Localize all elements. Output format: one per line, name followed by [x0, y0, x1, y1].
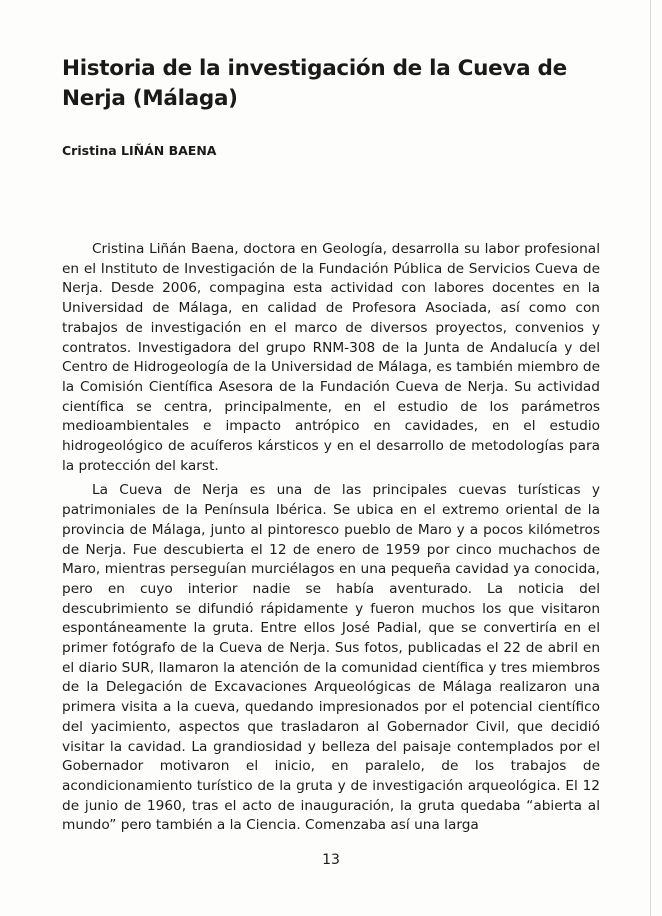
- page-number: 13: [322, 852, 340, 868]
- page-edge-shadow: [650, 0, 651, 916]
- body-text: [62, 240, 600, 836]
- author-last-name: LIÑÁN BAENA: [121, 143, 217, 158]
- paragraph-author-bio: Cristina Liñán Baena, doctora en Geología, desarrolla su labor profesional en el Instituto de Investigación de la Fundación Pública de Servicios Cueva de Nerja. Desde 2006, compagina esta actividad con labores docentes en la Universidad de Málaga, en calidad de Profesora Asociada, así como con trabajos de investigación en el marco de diversos proyectos, convenios y contratos. Investigadora del grupo RNM-308 de la Junta de Andalucía y del Centro de Hidrogeología de la Universidad de Málaga, es también miembro de la Comisión Científica Asesora de la Fundación Cueva de Nerja. Su actividad científica se centra, principalmente, en el estudio de los parámetros medioambientales e impacto antrópico en cavidades, en el estudio hidrogeológico de acuíferos kársticos y en el desarrollo de metodologías para la protección del karst.: [62, 241, 600, 474]
- author-first-name: Cristina: [62, 143, 122, 158]
- author-name: [62, 143, 216, 158]
- page-title: Historia de la investigación de la Cueva de Nerja (Málaga): [62, 56, 567, 111]
- paragraph-cave-history: La Cueva de Nerja es una de las principales cuevas turísticas y patrimoniales de la Península Ibérica. Se ubica en el extremo oriental de la provincia de Málaga, junto al pintoresco pueblo de Maro y a pocos kilómetros de Nerja. Fue descubierta el 12 de enero de 1959 por cinco muchachos de Maro, mientras perseguían murciélagos en una pequeña cavidad ya conocida, pero en cuyo interior nadie se había aventurado. La noticia del descubrimiento se difundió rápidamente y fueron muchos los que visitaron espontáneamente la gruta. Entre ellos José Padial, que se convertiría en el primer fotógrafo de la Cueva de Nerja. Sus fotos, publicadas el 22 de abril en el diario SUR, llamaron la atención de la comunidad científica y tres miembros de la Delegación de Excavaciones Arqueológicas de Málaga realizaron una primera visita a la cueva, quedando impresionados por el potencial científico del yacimiento, aspectos que trasladaron al Gobernador Civil, que decidió visitar la cavidad. La grandiosidad y belleza del paisaje contemplados por el Gobernador motivaron el inicio, en paralelo, de los trabajos de acondicionamiento turístico de la gruta y de investigación arqueológica. El 12 de junio de 1960, tras el acto de inauguración, la gruta quedaba “abierta al mundo” pero también a la Ciencia. Comenzaba así una larga: [62, 482, 600, 834]
